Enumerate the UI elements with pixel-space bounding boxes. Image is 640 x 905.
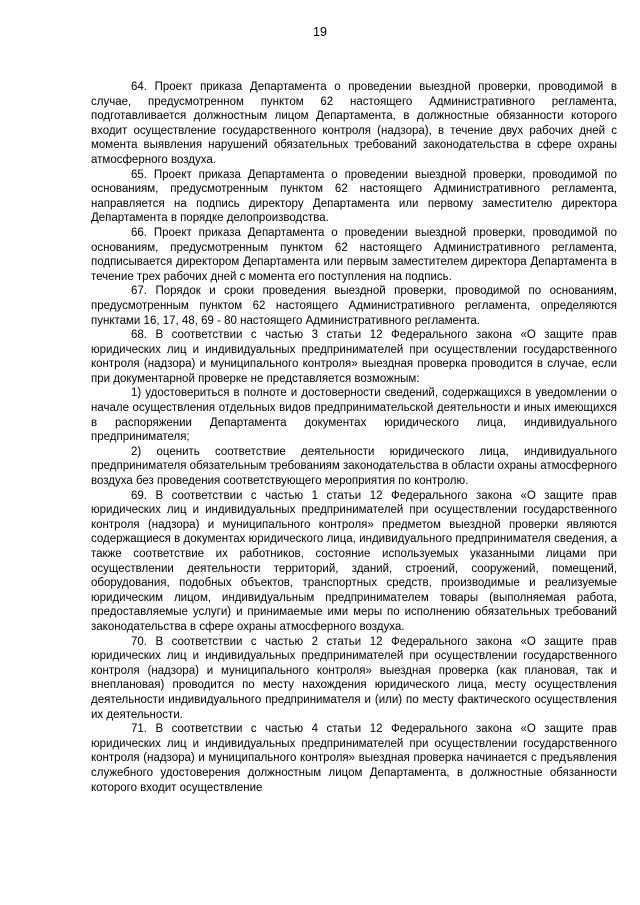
paragraph-70: 70. В соответствии с частью 2 статьи 12 Федерального закона «О защите прав юридических лиц и индивидуальных предпринимателей при осуществлении государственного контроля (надзора) и муниципального контроля» выездная проверка (как плановая, так и внеплановая) проводится по месту нахождения юридического лица, месту осуществления деятельности индивидуального предпринимателя и (или) по месту фактического осуществления их деятельности. [91,635,617,721]
paragraph-68-item-1: 1) удостовериться в полноте и достоверности сведений, содержащихся в уведомлении о начале осуществления отдельных видов предпринимательской деятельности и иных имеющихся в распоряжении Департамента документах юридического лица, индивидуального предпринимателя; [91,387,617,444]
paragraph-65: 65. Проект приказа Департамента о проведении выездной проверки, проводимой по основаниям, предусмотренным пунктом 62 настоящего Административного регламента, направляется на подпись директору Департамента или первому заместителю директора Департамента в порядке делопроизводства. [91,168,617,225]
paragraph-67: 67. Порядок и сроки проведения выездной проверки, проводимой по основаниям, предусмотренным пунктом 62 настоящего Административного регламента, определяются пунктами 16, 17, 48, 69 - 80 настоящего Административного регламента. [91,285,617,327]
paragraph-66: 66. Проект приказа Департамента о проведении выездной проверки, проводимой по основаниям, предусмотренным пунктом 62 настоящего Административного регламента, подписывается директором Департамента или первым заместителем директора Департамента в течение трех рабочих дней с момента его поступления на подпись. [91,226,617,283]
page-number: 19 [313,25,327,39]
paragraph-64: 64. Проект приказа Департамента о проведении выездной проверки, проводимой в случае, предусмотренном пунктом 62 настоящего Административного регламента, подготавливается должностным лицом Департамента, в должностные обязанности которого входит осуществление государственного контроля (надзора), в течение двух рабочих дней с момента выявления нарушений обязательных требований законодательства в сфере охраны атмосферного воздуха. [91,81,617,166]
document-body [91,80,617,795]
paragraph-71: 71. В соответствии с частью 4 статьи 12 Федерального закона «О защите прав юридических лиц и индивидуальных предпринимателей при осуществлении государственного контроля (надзора) и муниципального контроля» выездная проверка начинается с предъявления служебного удостоверения должностным лицом Департамента, в должностные обязанности которого входит осуществление [91,723,617,794]
paragraph-68: 68. В соответствии с частью 3 статьи 12 Федерального закона «О защите прав юридических лиц и индивидуальных предпринимателей при осуществлении государственного контроля (надзора) и муниципального контроля» выездная проверка проводится в случае, если при документарной проверке не представляется возможным: [91,329,617,385]
paragraph-68-item-2: 2) оценить соответствие деятельности юридического лица, индивидуального предпринимателя обязательным требованиям законодательства в области охраны атмосферного воздуха без проведения соответствующего мероприятия по контролю. [91,445,617,488]
paragraph-69: 69. В соответствии с частью 1 статьи 12 Федерального закона «О защите прав юридических лиц и индивидуальных предпринимателей при осуществлении государственного контроля (надзора) и муниципального контроля» предметом выездной проверки являются содержащиеся в документах юридического лица, индивидуального предпринимателя сведения, а также соответствие их работников, состояние используемых указанными лицами при осуществлении деятельности территорий, зданий, строений, сооружений, помещений, оборудования, подобных объектов, транспортных средств, производимые и реализуемые юридическим лицом, индивидуальным предпринимателем товары (выполняемая работа, предоставляемые услуги) и принимаемые ими меры по исполнению обязательных требований законодательства в сфере охраны атмосферного воздуха. [91,489,617,633]
